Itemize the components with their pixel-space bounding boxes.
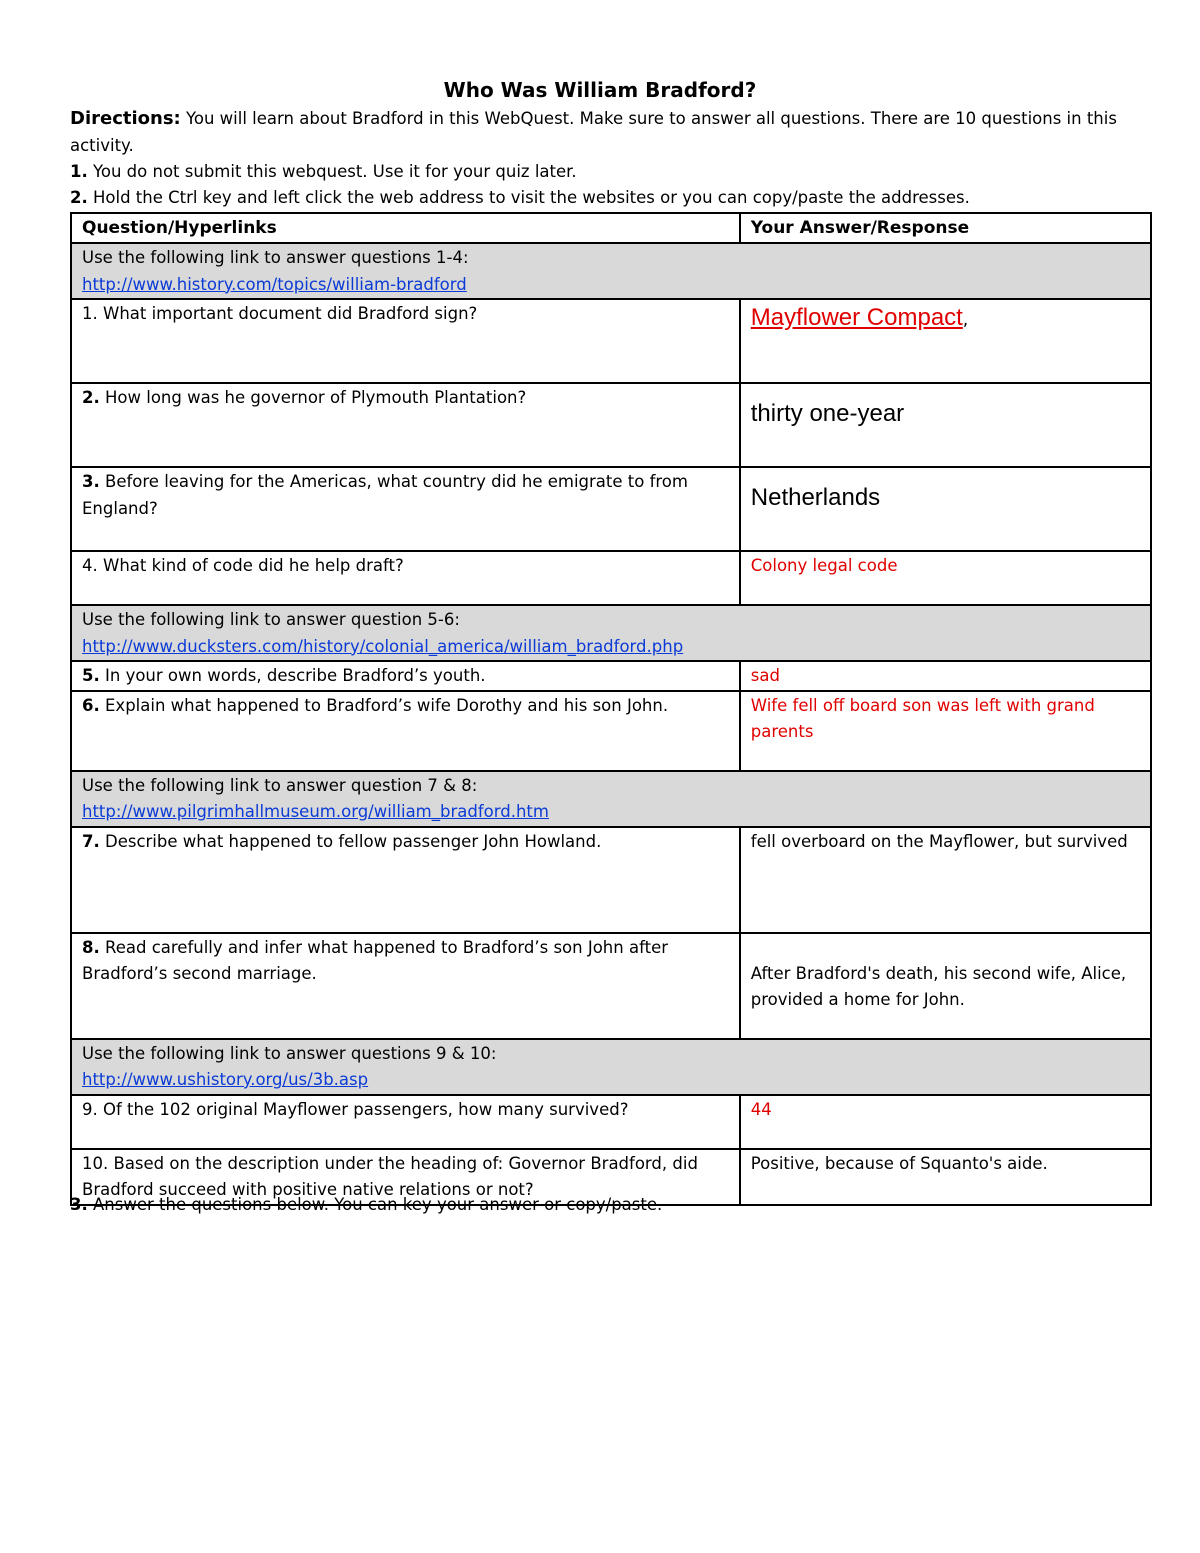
question-number: 4.	[82, 556, 98, 575]
answer-cell[interactable]	[740, 691, 1151, 771]
question-text: Read carefully and infer what happened to Bradford’s son John after Bradford’s second marriage.	[82, 937, 668, 983]
header-question: Question/Hyperlinks	[71, 213, 740, 243]
directions	[70, 106, 1150, 159]
answer-text: Mayflower Compact	[750, 304, 963, 331]
direction-item-2	[70, 185, 1150, 212]
question-cell	[71, 661, 740, 691]
answer-cell[interactable]	[740, 933, 1151, 1039]
question-number: 3.	[82, 472, 100, 491]
directions-text: You will learn about Bradford in this WebQuest. Make sure to answer all questions. There are 10 questions in this activity.	[70, 109, 1117, 155]
section-link[interactable]: http://www.ushistory.org/us/3b.asp	[82, 1070, 369, 1089]
direction-item-text: You do not submit this webquest. Use it for your quiz later.	[93, 162, 577, 181]
section-row-1	[71, 243, 1151, 299]
section-row-3	[71, 771, 1151, 827]
question-number: 10.	[82, 1153, 109, 1173]
question-cell	[71, 933, 740, 1039]
section-link[interactable]: http://www.pilgrimhallmuseum.org/william_bradford.htm	[82, 802, 549, 821]
footer-number: 3.	[70, 1195, 88, 1214]
answer-text: sad	[750, 666, 780, 685]
question-row-5	[71, 661, 1151, 691]
question-row-1	[71, 299, 1151, 383]
section-row-4	[71, 1039, 1151, 1095]
section-cell	[71, 243, 1151, 299]
question-cell	[71, 1095, 740, 1149]
question-text: In your own words, describe Bradford’s youth.	[105, 666, 486, 685]
question-number: 6.	[82, 695, 100, 715]
question-text: Based on the description under the heading of: Governor Bradford, did Bradford succeed with positive native relations or not?	[82, 1153, 698, 1199]
question-number: 7.	[82, 831, 100, 851]
section-cell	[71, 1039, 1151, 1095]
answer-cell[interactable]	[740, 827, 1151, 933]
footer-text: Answer the questions below. You can key your answer or copy/paste.	[93, 1195, 663, 1214]
question-text: Of the 102 original Mayflower passengers, how many survived?	[103, 1099, 629, 1119]
question-number: 5.	[82, 666, 100, 685]
direction-item-number: 2.	[70, 188, 88, 207]
question-row-8	[71, 933, 1151, 1039]
section-row-2	[71, 605, 1151, 661]
answer-text: fell overboard on the Mayflower, but survived	[750, 831, 1128, 851]
question-text: What kind of code did he help draft?	[103, 556, 404, 575]
table-header-row	[71, 213, 1151, 243]
answer-cell[interactable]	[740, 1095, 1151, 1149]
question-cell	[71, 551, 740, 605]
question-row-7	[71, 827, 1151, 933]
section-link[interactable]: http://www.history.com/topics/william-bradford	[82, 274, 467, 294]
answer-text: Positive, because of Squanto's aide.	[750, 1153, 1048, 1173]
directions-label: Directions:	[70, 108, 181, 129]
footer-instruction	[70, 1192, 1150, 1219]
question-cell	[71, 299, 740, 383]
section-cell	[71, 771, 1151, 827]
direction-item-1	[70, 159, 1150, 186]
section-instruction: Use the following link to answer questions 9 & 10:	[82, 1043, 497, 1063]
question-number: 8.	[82, 937, 100, 957]
answer-cell[interactable]	[740, 299, 1151, 383]
section-instruction: Use the following link to answer question 5-6:	[82, 610, 460, 629]
question-table	[70, 212, 1152, 1206]
question-text: What important document did Bradford sign?	[103, 304, 478, 323]
question-text: Explain what happened to Bradford’s wife Dorothy and his son John.	[105, 695, 669, 715]
answer-text: 44	[750, 1099, 772, 1119]
page-title: Who Was William Bradford?	[443, 78, 757, 102]
answer-cell[interactable]	[740, 467, 1151, 551]
answer-suffix: ,	[962, 310, 969, 329]
header-answer: Your Answer/Response	[740, 213, 1151, 243]
answer-text: thirty one-year	[750, 400, 905, 427]
question-cell	[71, 467, 740, 551]
question-number: 9.	[82, 1099, 98, 1119]
answer-text: Netherlands	[750, 484, 881, 511]
question-cell	[71, 691, 740, 771]
section-link[interactable]: http://www.ducksters.com/history/colonial_america/william_bradford.php	[82, 636, 684, 656]
answer-text: Colony legal code	[750, 556, 898, 575]
direction-item-text: Hold the Ctrl key and left click the web address to visit the websites or you can copy/paste the addresses.	[93, 188, 970, 207]
answer-cell[interactable]	[740, 551, 1151, 605]
answer-cell[interactable]	[740, 383, 1151, 467]
question-row-9	[71, 1095, 1151, 1149]
question-number: 2.	[82, 388, 100, 407]
section-cell	[71, 605, 1151, 661]
question-row-6	[71, 691, 1151, 771]
question-text: How long was he governor of Plymouth Plantation?	[105, 388, 527, 407]
answer-text: Wife fell off board son was left with grand parents	[750, 695, 1095, 741]
question-row-3	[71, 467, 1151, 551]
question-number: 1.	[82, 304, 98, 323]
question-cell	[71, 827, 740, 933]
section-instruction: Use the following link to answer questions 1-4:	[82, 248, 469, 267]
question-row-2	[71, 383, 1151, 467]
answer-cell[interactable]	[740, 661, 1151, 691]
question-text: Before leaving for the Americas, what country did he emigrate to from England?	[82, 472, 688, 518]
answer-text: After Bradford's death, his second wife, Alice, provided a home for John.	[750, 963, 1127, 1009]
question-text: Describe what happened to fellow passenger John Howland.	[105, 831, 602, 851]
section-instruction: Use the following link to answer question 7 & 8:	[82, 775, 478, 795]
question-cell	[71, 383, 740, 467]
question-row-4	[71, 551, 1151, 605]
direction-item-number: 1.	[70, 162, 88, 181]
